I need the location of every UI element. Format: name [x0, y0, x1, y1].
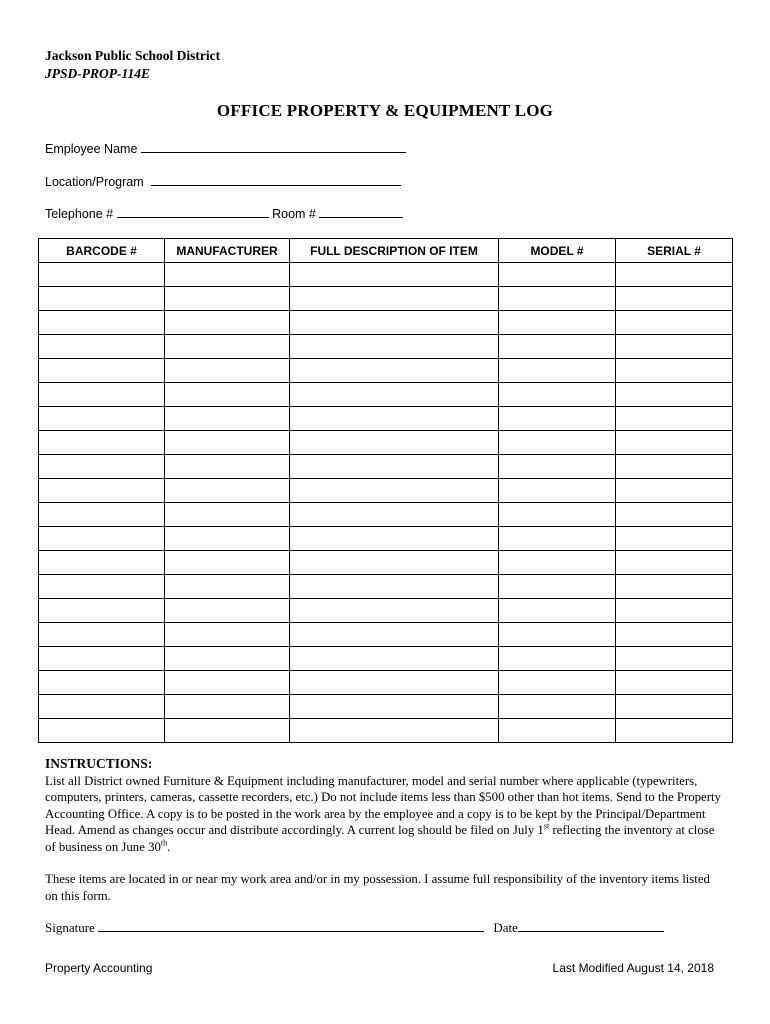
barcode-cell[interactable]	[39, 527, 165, 551]
model-cell[interactable]	[499, 431, 616, 455]
description-cell[interactable]	[290, 719, 499, 743]
description-cell[interactable]	[290, 527, 499, 551]
table-row	[39, 599, 733, 623]
description-cell[interactable]	[290, 455, 499, 479]
model-cell[interactable]	[499, 503, 616, 527]
barcode-cell[interactable]	[39, 671, 165, 695]
table-row	[39, 263, 733, 287]
table-row	[39, 479, 733, 503]
date-input[interactable]	[518, 919, 664, 932]
table-row	[39, 383, 733, 407]
barcode-cell[interactable]	[39, 455, 165, 479]
model-cell[interactable]	[499, 623, 616, 647]
model-cell[interactable]	[499, 551, 616, 575]
description-cell[interactable]	[290, 623, 499, 647]
manufacturer-cell[interactable]	[165, 263, 290, 287]
barcode-cell[interactable]	[39, 287, 165, 311]
barcode-cell[interactable]	[39, 311, 165, 335]
model-cell[interactable]	[499, 383, 616, 407]
description-cell[interactable]	[290, 431, 499, 455]
serial-cell[interactable]	[616, 383, 733, 407]
serial-cell[interactable]	[616, 575, 733, 599]
ordinal-suffix-2: th	[160, 838, 168, 848]
serial-cell[interactable]	[616, 599, 733, 623]
manufacturer-cell[interactable]	[165, 695, 290, 719]
barcode-cell[interactable]	[39, 479, 165, 503]
manufacturer-cell[interactable]	[165, 359, 290, 383]
model-cell[interactable]	[499, 359, 616, 383]
serial-cell[interactable]	[616, 479, 733, 503]
model-cell[interactable]	[499, 695, 616, 719]
employee-name-field	[45, 141, 406, 156]
table-row	[39, 527, 733, 551]
instructions-text-part1: List all District owned Furniture & Equipment including manufacturer, model and serial number where applicable (typewriters, computers, printers, cameras, cassette recorders, etc.) Do not include items less than $500 other than hot items. Send to the Property Accounting Office. A copy is to be posted in the work area by the employee and a copy is to be kept by the Principal/Department Head. Amend as changes occur and distribute accordingly. A current log should be filed on July 1	[45, 773, 721, 837]
manufacturer-cell[interactable]	[165, 623, 290, 647]
model-cell[interactable]	[499, 527, 616, 551]
description-cell[interactable]	[290, 287, 499, 311]
barcode-cell[interactable]	[39, 695, 165, 719]
table-row	[39, 431, 733, 455]
serial-cell[interactable]	[616, 263, 733, 287]
manufacturer-cell[interactable]	[165, 383, 290, 407]
manufacturer-cell[interactable]	[165, 551, 290, 575]
description-cell[interactable]	[290, 383, 499, 407]
description-cell[interactable]	[290, 311, 499, 335]
serial-cell[interactable]	[616, 359, 733, 383]
model-cell[interactable]	[499, 335, 616, 359]
description-cell[interactable]	[290, 263, 499, 287]
barcode-cell[interactable]	[39, 503, 165, 527]
serial-cell[interactable]	[616, 335, 733, 359]
employee-name-label: Employee Name	[45, 142, 138, 156]
model-cell[interactable]	[499, 287, 616, 311]
manufacturer-cell[interactable]	[165, 671, 290, 695]
room-label: Room #	[272, 207, 316, 221]
manufacturer-cell[interactable]	[165, 335, 290, 359]
serial-cell[interactable]	[616, 407, 733, 431]
location-program-label: Location/Program	[45, 175, 144, 189]
serial-cell[interactable]	[616, 503, 733, 527]
employee-name-input[interactable]	[141, 141, 406, 153]
barcode-cell[interactable]	[39, 383, 165, 407]
serial-cell[interactable]	[616, 623, 733, 647]
instructions-text-part2: reflecting the inventory at close of business on June 30	[45, 823, 715, 854]
table-row	[39, 335, 733, 359]
serial-cell[interactable]	[616, 455, 733, 479]
table-row	[39, 575, 733, 599]
barcode-cell[interactable]	[39, 335, 165, 359]
ordinal-suffix-1: st	[543, 821, 550, 831]
model-cell[interactable]	[499, 719, 616, 743]
description-cell[interactable]	[290, 335, 499, 359]
model-cell[interactable]	[499, 311, 616, 335]
table-row	[39, 551, 733, 575]
form-title: OFFICE PROPERTY & EQUIPMENT LOG	[216, 101, 554, 120]
signature-input[interactable]	[98, 919, 484, 932]
table-row	[39, 647, 733, 671]
location-program-field	[45, 174, 401, 189]
description-cell[interactable]	[290, 551, 499, 575]
barcode-cell[interactable]	[39, 551, 165, 575]
model-cell[interactable]	[499, 479, 616, 503]
barcode-cell[interactable]	[39, 599, 165, 623]
model-cell[interactable]	[499, 575, 616, 599]
serial-cell[interactable]	[616, 551, 733, 575]
footer-last-modified: Last Modified August 14, 2018	[552, 961, 714, 975]
description-cell[interactable]	[290, 647, 499, 671]
barcode-cell[interactable]	[39, 263, 165, 287]
model-cell[interactable]	[499, 407, 616, 431]
description-cell[interactable]	[290, 599, 499, 623]
signature-label: Signature	[45, 920, 95, 935]
barcode-cell[interactable]	[39, 719, 165, 743]
table-row	[39, 719, 733, 743]
instructions-block	[45, 756, 725, 904]
serial-cell[interactable]	[616, 431, 733, 455]
table-row	[39, 671, 733, 695]
description-cell[interactable]	[290, 479, 499, 503]
manufacturer-cell[interactable]	[165, 527, 290, 551]
signature-line	[45, 919, 664, 936]
instructions-text	[45, 773, 725, 856]
barcode-cell[interactable]	[39, 575, 165, 599]
barcode-cell[interactable]	[39, 647, 165, 671]
serial-cell[interactable]	[616, 647, 733, 671]
table-header-row	[39, 239, 733, 263]
telephone-room-field	[45, 206, 403, 221]
model-cell[interactable]	[499, 599, 616, 623]
manufacturer-cell[interactable]	[165, 599, 290, 623]
description-cell[interactable]	[290, 695, 499, 719]
equipment-log-table	[38, 238, 733, 743]
table-row	[39, 455, 733, 479]
table-row	[39, 623, 733, 647]
description-cell[interactable]	[290, 503, 499, 527]
description-cell[interactable]	[290, 359, 499, 383]
serial-cell[interactable]	[616, 695, 733, 719]
manufacturer-column-header: MANUFACTURER	[165, 239, 290, 263]
instructions-heading: INSTRUCTIONS:	[45, 756, 153, 771]
room-input[interactable]	[319, 206, 403, 218]
barcode-cell[interactable]	[39, 623, 165, 647]
district-name: Jackson Public School District	[45, 48, 221, 63]
table-row	[39, 311, 733, 335]
manufacturer-cell[interactable]	[165, 287, 290, 311]
date-label: Date	[493, 920, 518, 935]
manufacturer-cell[interactable]	[165, 431, 290, 455]
model-cell[interactable]	[499, 263, 616, 287]
barcode-cell[interactable]	[39, 431, 165, 455]
description-cell[interactable]	[290, 671, 499, 695]
manufacturer-cell[interactable]	[165, 311, 290, 335]
location-program-input[interactable]	[151, 174, 401, 186]
manufacturer-cell[interactable]	[165, 407, 290, 431]
footer-department: Property Accounting	[45, 961, 153, 975]
serial-cell[interactable]	[616, 527, 733, 551]
responsibility-statement: These items are located in or near my work area and/or in my possession. I assume full responsibility of the inventory items listed on this form.	[45, 872, 710, 903]
manufacturer-cell[interactable]	[165, 479, 290, 503]
table-row	[39, 359, 733, 383]
table-row	[39, 407, 733, 431]
table-row	[39, 287, 733, 311]
table-row	[39, 695, 733, 719]
model-cell[interactable]	[499, 671, 616, 695]
instructions-text-part3: .	[167, 839, 171, 854]
serial-cell[interactable]	[616, 311, 733, 335]
manufacturer-cell[interactable]	[165, 575, 290, 599]
form-code: JPSD-PROP-114E	[45, 66, 151, 81]
model-cell[interactable]	[499, 455, 616, 479]
description-cell[interactable]	[290, 407, 499, 431]
barcode-column-header: BARCODE #	[39, 239, 165, 263]
serial-cell[interactable]	[616, 719, 733, 743]
serial-cell[interactable]	[616, 671, 733, 695]
manufacturer-cell[interactable]	[165, 719, 290, 743]
manufacturer-cell[interactable]	[165, 503, 290, 527]
description-column-header: FULL DESCRIPTION OF ITEM	[290, 239, 499, 263]
telephone-label: Telephone #	[45, 207, 114, 221]
barcode-cell[interactable]	[39, 407, 165, 431]
barcode-cell[interactable]	[39, 359, 165, 383]
telephone-input[interactable]	[117, 206, 269, 218]
description-cell[interactable]	[290, 575, 499, 599]
serial-column-header: SERIAL #	[616, 239, 733, 263]
table-row	[39, 503, 733, 527]
serial-cell[interactable]	[616, 287, 733, 311]
model-column-header: MODEL #	[499, 239, 616, 263]
model-cell[interactable]	[499, 647, 616, 671]
manufacturer-cell[interactable]	[165, 647, 290, 671]
manufacturer-cell[interactable]	[165, 455, 290, 479]
